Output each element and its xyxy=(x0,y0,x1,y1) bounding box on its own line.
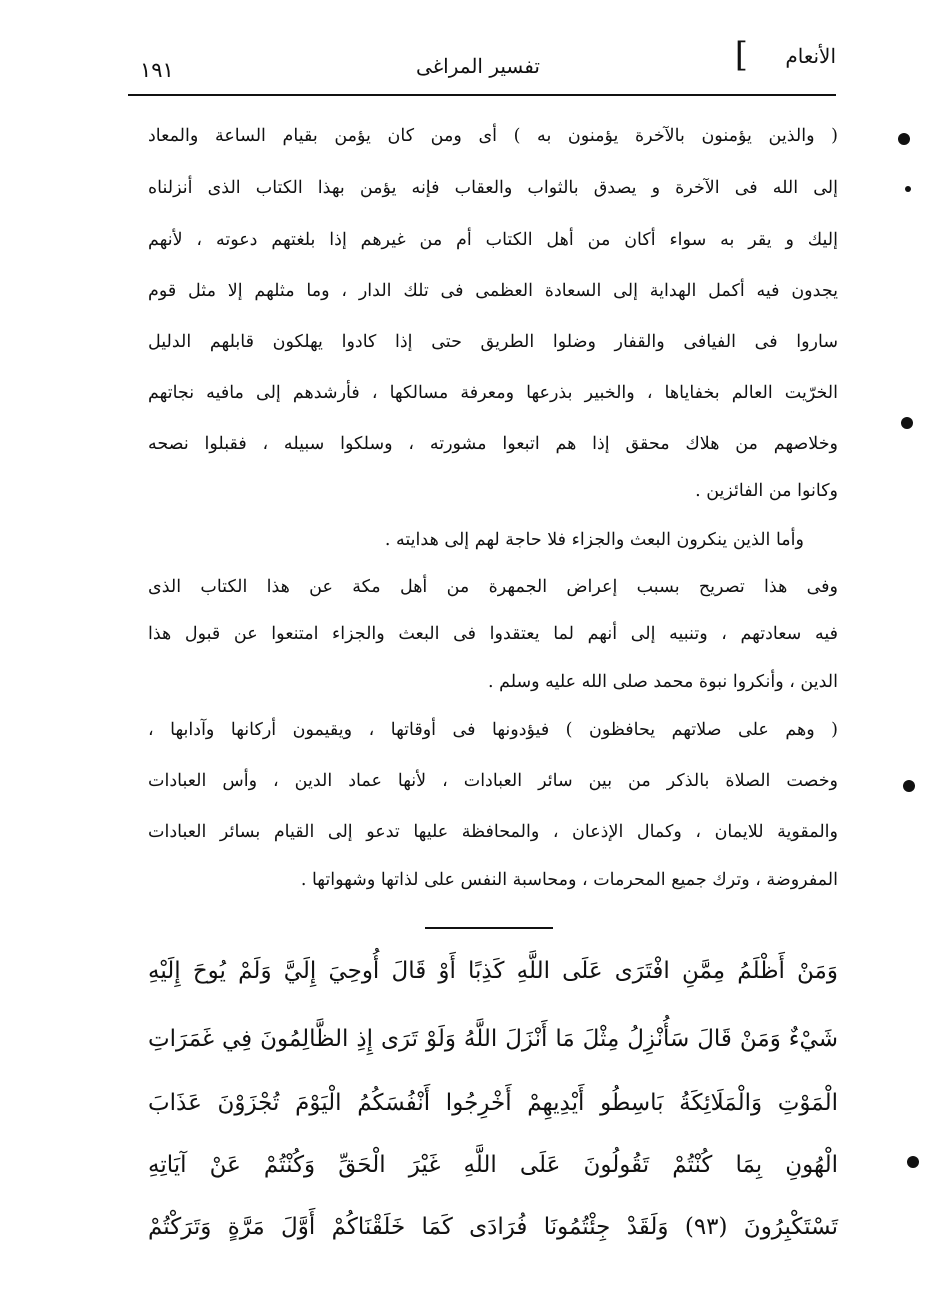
commentary-line: يجدون فيه أكمل الهداية إلى السعادة العظمى فى تلك الدار ، وما مثلهم إلا مثل قوم xyxy=(148,281,838,301)
commentary-line: وأما الذين ينكرون البعث والجزاء فلا حاجة لهم إلى هدايته . xyxy=(384,530,804,550)
header-rule xyxy=(128,94,836,96)
scan-speck xyxy=(903,780,915,792)
commentary-line: المفروضة ، وترك جميع المحرمات ، ومحاسبة النفس على لذاتها وشهواتها . xyxy=(300,870,838,890)
verse-line: شَيْءٌ وَمَنْ قَالَ سَأُنْزِلُ مِثْلَ مَا أَنْزَلَ اللَّهُ وَلَوْ تَرَى إِذِ الظَّالِمُونَ فِي غَمَرَاتِ xyxy=(148,1026,838,1052)
commentary-line: ( وهم على صلاتهم يحافظون ) فيؤدونها فى أوقاتها ، ويقيمون أركانها وآدابها ، xyxy=(148,720,838,740)
verse-line: الْمَوْتِ وَالْمَلَائِكَةُ بَاسِطُو أَيْدِيهِمْ أَخْرِجُوا أَنْفُسَكُمُ الْيَوْمَ تُجْزَوْنَ عَذَابَ xyxy=(148,1090,838,1116)
commentary-line: إليك و يقر به سواء أكان من أهل الكتاب أم من غيرهم إذا بلغتهم دعوته ، لأنهم xyxy=(148,230,838,250)
commentary-line: وخلاصهم من هلاك محقق إذا هم اتبعوا مشورته ، وسلكوا سبيله ، فقبلوا نصحه xyxy=(148,434,838,454)
scan-speck xyxy=(905,186,911,192)
scan-speck xyxy=(898,133,910,145)
commentary-line: ( والذين يؤمنون بالآخرة يؤمنون به ) أى ومن كان يؤمن بقيام الساعة والمعاد xyxy=(148,126,838,146)
verse-line: الْهُونِ بِمَا كُنْتُمْ تَقُولُونَ عَلَى اللَّهِ غَيْرَ الْحَقِّ وَكُنْتُمْ عَنْ آيَاتِهِ xyxy=(148,1152,838,1178)
section-divider xyxy=(425,927,553,929)
scan-speck xyxy=(907,1156,919,1168)
chapter-name: الأنعام xyxy=(785,44,836,68)
commentary-line: الخرّيت العالم بخفاياها ، والخبير بذرعها ومعرفة مسالكها ، فأرشدهم إلى مافيه نجاتهم xyxy=(148,383,838,403)
commentary-line: فيه سعادتهم ، وتنبيه إلى أنهم لما يعتقدوا فى البعث والجزاء امتنعوا عن قبول هذا xyxy=(148,624,838,644)
commentary-line: وكانوا من الفائزين . xyxy=(695,481,838,501)
page-number: ١٩١ xyxy=(140,58,174,82)
commentary-line: وخصت الصلاة بالذكر من بين سائر العبادات ، لأنها عماد الدين ، وأس العبادات xyxy=(148,771,838,791)
running-header xyxy=(120,35,836,96)
book-title: تفسير المراغى xyxy=(416,54,540,78)
commentary-line: وفى هذا تصريح بسبب إعراض الجمهرة من أهل مكة عن هذا الكتاب الذى xyxy=(148,577,838,597)
commentary-line: الدين ، وأنكروا نبوة محمد صلى الله عليه وسلم . xyxy=(487,672,838,692)
scan-speck xyxy=(901,417,913,429)
verse-line: وَمَنْ أَظْلَمُ مِمَّنِ افْتَرَى عَلَى اللَّهِ كَذِبًا أَوْ قَالَ أُوحِيَ إِلَيَّ وَلَمْ يُوحَ إِلَيْهِ xyxy=(148,958,838,984)
commentary-line: والمقوية للايمان ، وكمال الإذعان ، والمحافظة عليها تدعو إلى القيام بسائر العبادات xyxy=(148,822,838,842)
verse-line: تَسْتَكْبِرُونَ (٩٣) وَلَقَدْ جِئْتُمُونَا فُرَادَى كَمَا خَلَقْنَاكُمْ أَوَّلَ مَرَّةٍ وَتَرَكْتُمْ xyxy=(148,1214,838,1240)
commentary-line: إلى الله فى الآخرة و يصدق بالثواب والعقاب فإنه يؤمن بهذا الكتاب الذى أنزلناه xyxy=(148,178,838,198)
header-bracket: ] xyxy=(734,35,748,75)
commentary-line: ساروا فى الفيافى والقفار وضلوا الطريق حتى إذا كادوا يهلكون قابلهم الدليل xyxy=(148,332,838,352)
